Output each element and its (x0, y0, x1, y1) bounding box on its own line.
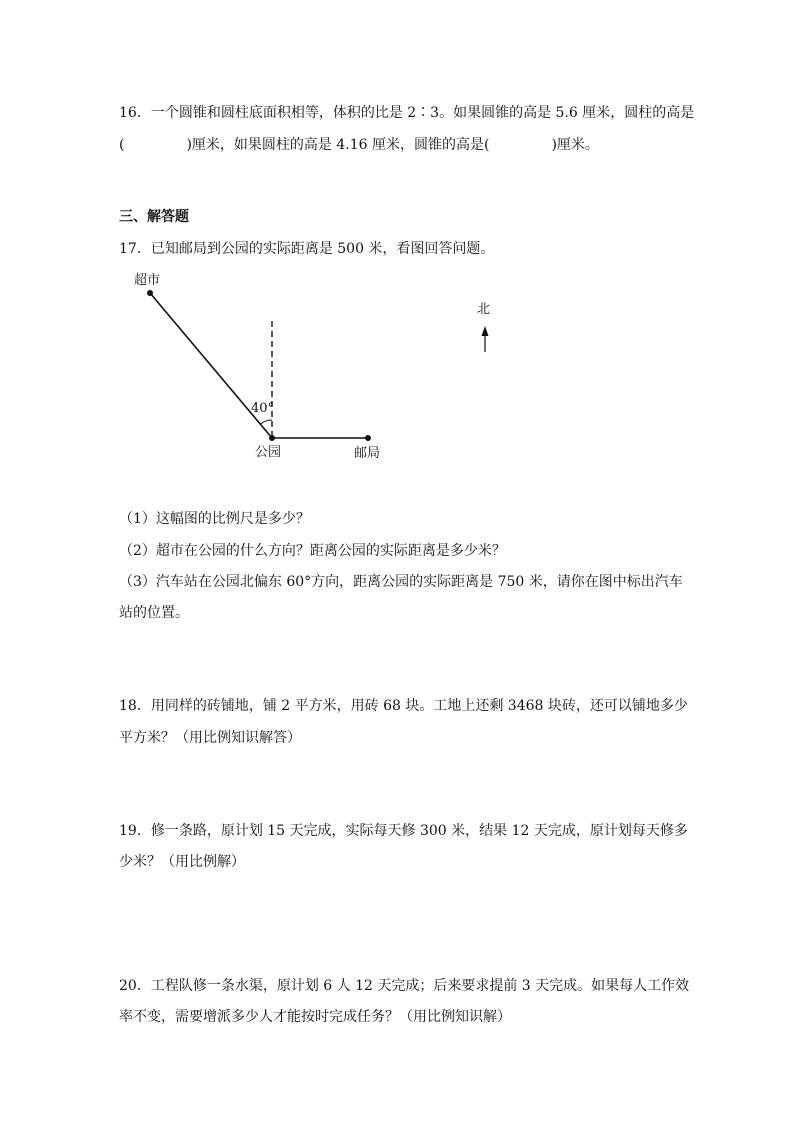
park-to-supermarket-line (150, 293, 275, 438)
label-angle: 40° (251, 401, 275, 416)
q16-paren-open: ( (119, 137, 125, 153)
q18-line-1: 18．用同样的砖铺地，铺 2 平方米，用砖 68 块。工地上还剩 3468 块砖，还可以铺地多少 (119, 698, 688, 714)
label-park: 公园 (255, 445, 282, 460)
angle-arc (260, 420, 272, 424)
postoffice-point (365, 435, 371, 441)
q17-sub3-line-1: （3）汽车站在公园北偏东 60°方向，距离公园的实际距离是 750 米，请你在图中标出汽车 (119, 574, 683, 590)
q20-line-2: 率不变，需要增派多少人才能按时完成任务？（用比例知识解） (119, 1009, 511, 1025)
q17-sub1: （1）这幅图的比例尺是多少？ (119, 511, 310, 527)
q18-line-2: 平方米？（用比例知识解答） (119, 730, 301, 746)
q20-line-1: 20．工程队修一条水渠，原计划 6 人 12 天完成；后来要求提前 3 天完成。如果每人工作效 (119, 978, 690, 994)
q16-middle-text: )厘米，如果圆柱的高是 4.16 厘米，圆锥的高是( (186, 137, 490, 153)
section-title: 三、解答题 (119, 209, 189, 225)
park-point (269, 435, 275, 441)
q17-sub2: （2）超市在公园的什么方向？距离公园的实际距离是多少米？ (119, 543, 506, 559)
label-supermarket: 超市 (134, 273, 161, 288)
q19-line-1: 19．修一条路，原计划 15 天完成，实际每天修 300 米，结果 12 天完成，原计划每天修多 (119, 823, 688, 839)
q16-line-1: 16．一个圆锥和圆柱底面积相等，体积的比是 2∶3。如果圆锥的高是 5.6 厘米，圆柱的高是 (119, 105, 695, 121)
q19-line-2: 少米？（用比例解） (119, 854, 245, 870)
north-arrow-icon (482, 326, 489, 336)
label-north: 北 (477, 302, 491, 317)
q17-sub3-line-2: 站的位置。 (119, 605, 189, 621)
q16-end-text: )厘米。 (551, 137, 599, 153)
supermarket-point (147, 290, 153, 296)
label-postoffice: 邮局 (354, 446, 381, 461)
q17-stem: 17．已知邮局到公园的实际距离是 500 米，看图回答问题。 (119, 241, 495, 257)
